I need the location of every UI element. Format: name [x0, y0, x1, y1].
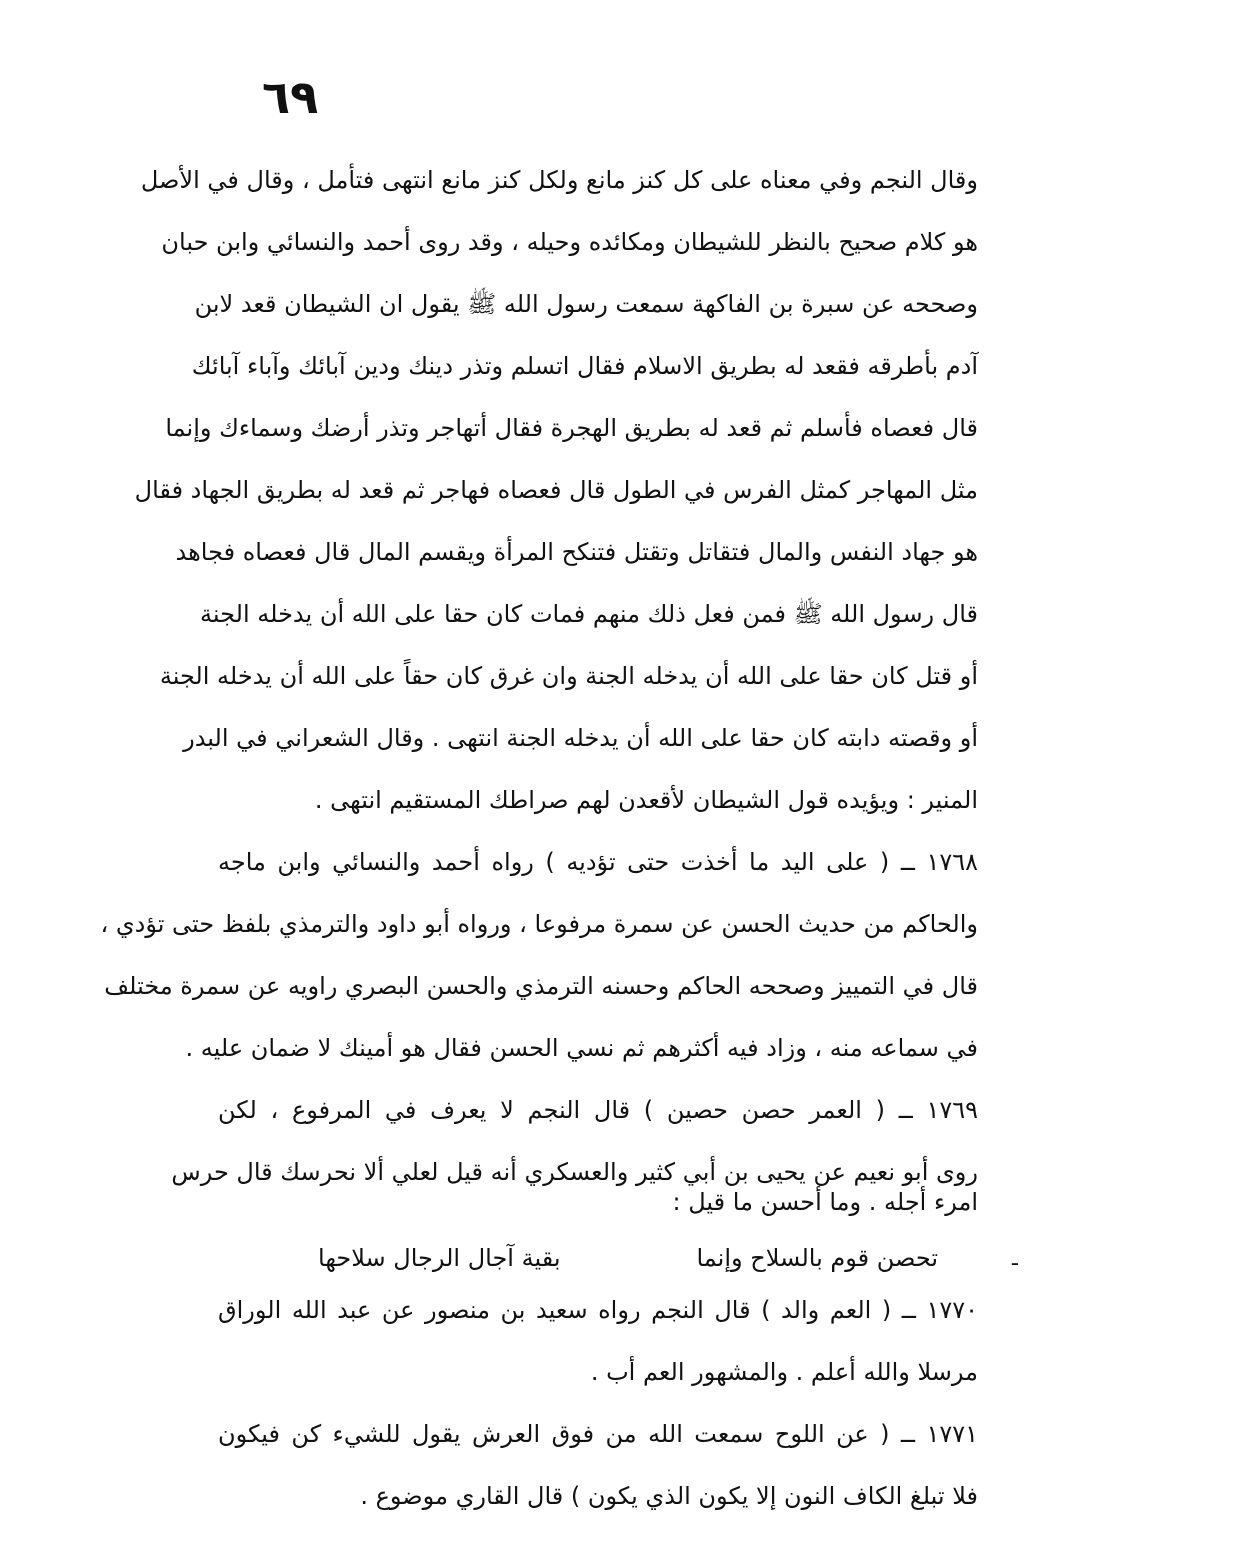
text-line: وصححه عن سبرة بن الفاكهة سمعت رسول الله ﷺ يقول ان الشيطان قعد لابن	[194, 290, 978, 318]
verse-first-hemistich: تحصن قوم بالسلاح وإنما	[696, 1244, 938, 1272]
text-line: هو جهاد النفس والمال فتقاتل وتقتل فتنكح المرأة ويقسم المال قال فعصاه فجاهد	[175, 538, 978, 566]
verse	[318, 1238, 938, 1278]
text-line: قال فعصاه فأسلم ثم قعد له بطريق الهجرة فقال أتهاجر وتذر أرضك وسماءك وإنما	[165, 414, 978, 442]
text-line: فلا تبلغ الكاف النون إلا يكون الذي يكون ) قال القاري موضوع .	[360, 1482, 978, 1510]
text-line: آدم بأطرقه فقعد له بطريق الاسلام فقال اتسلم وتذر دينك ودين آبائك وآباء آبائك	[191, 352, 978, 380]
text-line: روى أبو نعيم عن يحيى بن أبي كثير والعسكري أنه قيل لعلي ألا نحرسك قال حرس	[171, 1158, 978, 1186]
entry-1770-line: ١٧٧٠ ــ ( العم والد ) قال النجم رواه سعيد بن منصور عن عبد الله الوراق	[218, 1296, 978, 1324]
text-line: المنير : ويؤيده قول الشيطان لأقعدن لهم صراطك المستقيم انتهى .	[314, 786, 978, 814]
entry-1769-line: ١٧٦٩ ــ ( العمر حصن حصين ) قال النجم لا يعرف في المرفوع ، لكن	[218, 1096, 978, 1124]
entry-1768-line: ١٧٦٨ ــ ( على اليد ما أخذت حتى تؤديه ) رواه أحمد والنسائي وابن ماجه	[218, 848, 978, 876]
text-line: وقال النجم وفي معناه على كل كنز مانع ولكل كنز مانع انتهى فتأمل ، وقال في الأصل	[140, 166, 978, 194]
text-line: أو قتل كان حقا على الله أن يدخله الجنة وان غرق كان حقاً على الله أن يدخله الجنة	[159, 662, 978, 690]
text-line: هو كلام صحيح بالنظر للشيطان ومكائده وحيله ، وقد روى أحمد والنسائي وابن حبان	[161, 228, 978, 256]
text-line: والحاكم من حديث الحسن عن سمرة مرفوعا ، ورواه أبو داود والترمذي بلفظ حتى تؤدي ،	[100, 910, 978, 938]
text-line: مرسلا والله أعلم . والمشهور العم أب .	[590, 1358, 978, 1386]
entry-1771-line: ١٧٧١ ــ ( عن اللوح سمعت الله من فوق العرش يقول للشيء كن فيكون	[218, 1420, 978, 1448]
margin-mark: ـ	[1012, 1246, 1018, 1270]
text-line: امرء أجله . وما أحسن ما قيل :	[672, 1188, 978, 1216]
text-line: أو وقصته دابته كان حقا على الله أن يدخله الجنة انتهى . وقال الشعراني في البدر	[183, 724, 978, 752]
text-line: قال رسول الله ﷺ فمن فعل ذلك منهم فمات كان حقا على الله أن يدخله الجنة	[200, 600, 978, 628]
text-line: مثل المهاجر كمثل الفرس في الطول قال فعصاه فهاجر ثم قعد له بطريق الجهاد فقال	[134, 476, 978, 504]
verse-second-hemistich: بقية آجال الرجال سلاحها	[318, 1244, 561, 1272]
text-line: في سماعه منه ، وزاد فيه أكثرهم ثم نسي الحسن فقال هو أمينك لا ضمان عليه .	[185, 1034, 978, 1062]
page-number: ٦٩	[262, 70, 319, 124]
text-line: قال في التمييز وصححه الحاكم وحسنه الترمذي والحسن البصري راويه عن سمرة مختلف	[104, 972, 978, 1000]
